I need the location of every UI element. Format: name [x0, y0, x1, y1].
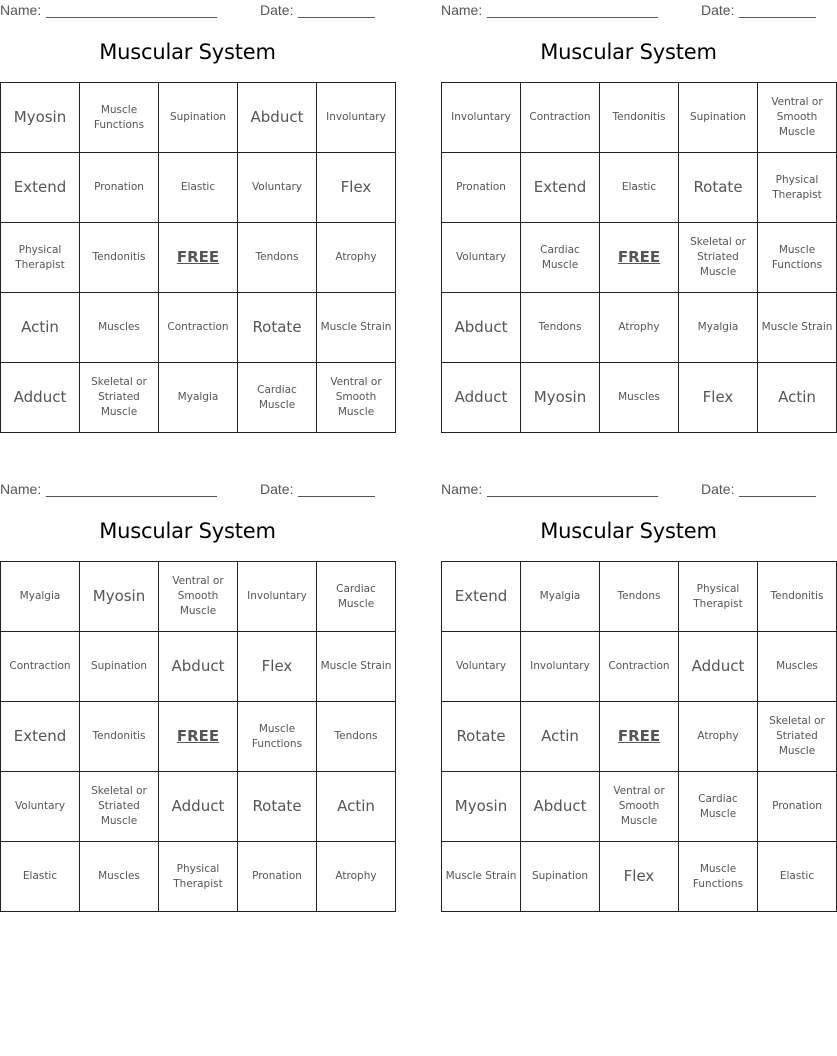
- bingo-card-2: [441, 0, 833, 435]
- bingo-grid: [0, 82, 396, 433]
- name-label: Name:: [0, 481, 42, 497]
- date-label: Date:: [701, 481, 735, 497]
- bingo-row: [442, 842, 837, 912]
- bingo-row: [1, 562, 396, 632]
- bingo-cell: Skeletal or Striated Muscle: [80, 772, 159, 842]
- bingo-cell: Actin: [1, 293, 80, 363]
- bingo-cell: Supination: [521, 842, 600, 912]
- bingo-cell: Adduct: [442, 363, 521, 433]
- bingo-grid: [441, 561, 837, 912]
- bingo-cell: Muscles: [600, 363, 679, 433]
- bingo-row: [442, 153, 837, 223]
- bingo-cell: Muscle Strain: [442, 842, 521, 912]
- bingo-cell: Atrophy: [600, 293, 679, 363]
- bingo-cell: Adduct: [159, 772, 238, 842]
- bingo-row: [1, 842, 396, 912]
- bingo-cell: Muscles: [758, 632, 837, 702]
- bingo-row: [1, 772, 396, 842]
- bingo-row: [1, 153, 396, 223]
- card-title: Muscular System: [540, 40, 717, 64]
- card-title: Muscular System: [540, 519, 717, 543]
- bingo-cell: Tendons: [521, 293, 600, 363]
- bingo-cell: Muscles: [80, 842, 159, 912]
- bingo-cell: Voluntary: [442, 223, 521, 293]
- bingo-cell: Involuntary: [521, 632, 600, 702]
- bingo-cell: Abduct: [521, 772, 600, 842]
- bingo-cell: Abduct: [238, 83, 317, 153]
- name-date-header: [0, 2, 375, 20]
- bingo-cell: Tendonitis: [80, 223, 159, 293]
- bingo-cell: Physical Therapist: [1, 223, 80, 293]
- name-label: Name:: [0, 2, 42, 18]
- bingo-grid: [441, 82, 837, 433]
- bingo-cell: Tendonitis: [80, 702, 159, 772]
- bingo-row: [1, 363, 396, 433]
- bingo-cell: Rotate: [442, 702, 521, 772]
- bingo-row: [442, 562, 837, 632]
- bingo-cell: Atrophy: [317, 223, 396, 293]
- bingo-cell: Tendons: [238, 223, 317, 293]
- bingo-cell: Myalgia: [521, 562, 600, 632]
- bingo-cell: Muscle Strain: [317, 632, 396, 702]
- date-label: Date:: [260, 2, 294, 18]
- date-blank-line: [739, 17, 816, 18]
- bingo-cell: Myalgia: [159, 363, 238, 433]
- bingo-cell: Myosin: [1, 83, 80, 153]
- bingo-cell: Tendonitis: [758, 562, 837, 632]
- bingo-cell: Rotate: [238, 772, 317, 842]
- bingo-cell: Myosin: [442, 772, 521, 842]
- bingo-cell: Actin: [758, 363, 837, 433]
- bingo-cell: Skeletal or Striated Muscle: [80, 363, 159, 433]
- bingo-row: [1, 632, 396, 702]
- bingo-cell: Flex: [238, 632, 317, 702]
- date-blank-line: [739, 496, 816, 497]
- free-space-cell: FREE: [159, 702, 238, 772]
- name-blank-line: [46, 17, 217, 18]
- bingo-row: [442, 83, 837, 153]
- bingo-cell: Supination: [679, 83, 758, 153]
- card-title: Muscular System: [99, 40, 276, 64]
- bingo-cell: Voluntary: [442, 632, 521, 702]
- name-label: Name:: [441, 481, 483, 497]
- bingo-cell: Flex: [600, 842, 679, 912]
- bingo-cell: Adduct: [679, 632, 758, 702]
- bingo-grid: [0, 561, 396, 912]
- bingo-cell: Muscle Functions: [679, 842, 758, 912]
- bingo-row: [442, 632, 837, 702]
- bingo-cell: Myosin: [80, 562, 159, 632]
- bingo-cell: Contraction: [1, 632, 80, 702]
- bingo-row: [442, 772, 837, 842]
- bingo-cell: Extend: [1, 153, 80, 223]
- bingo-cell: Pronation: [80, 153, 159, 223]
- bingo-row: [1, 293, 396, 363]
- bingo-cell: Extend: [442, 562, 521, 632]
- name-date-header: [441, 2, 816, 20]
- name-blank-line: [487, 496, 658, 497]
- name-blank-line: [487, 17, 658, 18]
- bingo-cell: Atrophy: [317, 842, 396, 912]
- bingo-cell: Abduct: [442, 293, 521, 363]
- bingo-row: [1, 702, 396, 772]
- bingo-cell: Atrophy: [679, 702, 758, 772]
- bingo-cell: Cardiac Muscle: [679, 772, 758, 842]
- bingo-cell: Pronation: [238, 842, 317, 912]
- bingo-cell: Skeletal or Striated Muscle: [758, 702, 837, 772]
- bingo-cell: Muscle Functions: [80, 83, 159, 153]
- date-blank-line: [298, 496, 375, 497]
- bingo-cell: Elastic: [758, 842, 837, 912]
- bingo-cell: Rotate: [238, 293, 317, 363]
- bingo-cell: Contraction: [159, 293, 238, 363]
- bingo-cell: Tendons: [317, 702, 396, 772]
- bingo-cell: Involuntary: [317, 83, 396, 153]
- bingo-cell: Flex: [679, 363, 758, 433]
- bingo-card-4: [441, 479, 825, 914]
- bingo-cell: Muscle Functions: [758, 223, 837, 293]
- bingo-cell: Tendons: [600, 562, 679, 632]
- bingo-cell: Voluntary: [238, 153, 317, 223]
- bingo-cell: Physical Therapist: [679, 562, 758, 632]
- bingo-row: [442, 702, 837, 772]
- bingo-cell: Muscles: [80, 293, 159, 363]
- bingo-cell: Pronation: [442, 153, 521, 223]
- bingo-cell: Myosin: [521, 363, 600, 433]
- card-title: Muscular System: [99, 519, 276, 543]
- bingo-cell: Contraction: [521, 83, 600, 153]
- free-space-cell: FREE: [600, 223, 679, 293]
- bingo-cell: Physical Therapist: [758, 153, 837, 223]
- bingo-cell: Supination: [80, 632, 159, 702]
- bingo-cell: Tendonitis: [600, 83, 679, 153]
- name-date-header: [0, 481, 375, 499]
- date-label: Date:: [260, 481, 294, 497]
- bingo-cell: Elastic: [600, 153, 679, 223]
- bingo-cell: Myalgia: [1, 562, 80, 632]
- bingo-card-3: [0, 479, 392, 914]
- bingo-cell: Extend: [521, 153, 600, 223]
- bingo-cell: Muscle Strain: [317, 293, 396, 363]
- bingo-cell: Skeletal or Striated Muscle: [679, 223, 758, 293]
- bingo-cell: Cardiac Muscle: [238, 363, 317, 433]
- bingo-cell: Myalgia: [679, 293, 758, 363]
- bingo-cell: Involuntary: [238, 562, 317, 632]
- name-label: Name:: [441, 2, 483, 18]
- bingo-cell: Pronation: [758, 772, 837, 842]
- bingo-cell: Involuntary: [442, 83, 521, 153]
- bingo-cell: Ventral or Smooth Muscle: [758, 83, 837, 153]
- bingo-cell: Actin: [317, 772, 396, 842]
- bingo-cell: Extend: [1, 702, 80, 772]
- bingo-row: [442, 293, 837, 363]
- bingo-cell: Elastic: [159, 153, 238, 223]
- bingo-cell: Voluntary: [1, 772, 80, 842]
- bingo-cell: Abduct: [159, 632, 238, 702]
- bingo-cell: Actin: [521, 702, 600, 772]
- bingo-cell: Muscle Functions: [238, 702, 317, 772]
- bingo-cell: Ventral or Smooth Muscle: [317, 363, 396, 433]
- bingo-cell: Contraction: [600, 632, 679, 702]
- bingo-row: [1, 223, 396, 293]
- free-space-cell: FREE: [159, 223, 238, 293]
- date-label: Date:: [701, 2, 735, 18]
- bingo-cell: Elastic: [1, 842, 80, 912]
- bingo-cell: Adduct: [1, 363, 80, 433]
- bingo-cell: Physical Therapist: [159, 842, 238, 912]
- bingo-cell: Ventral or Smooth Muscle: [600, 772, 679, 842]
- bingo-cell: Cardiac Muscle: [317, 562, 396, 632]
- bingo-cell: Supination: [159, 83, 238, 153]
- date-blank-line: [298, 17, 375, 18]
- bingo-cell: Rotate: [679, 153, 758, 223]
- bingo-cell: Ventral or Smooth Muscle: [159, 562, 238, 632]
- bingo-cell: Muscle Strain: [758, 293, 837, 363]
- name-date-header: [441, 481, 816, 499]
- name-blank-line: [46, 496, 217, 497]
- bingo-cell: Flex: [317, 153, 396, 223]
- bingo-row: [442, 363, 837, 433]
- bingo-row: [442, 223, 837, 293]
- bingo-card-1: [0, 0, 392, 435]
- bingo-cell: Cardiac Muscle: [521, 223, 600, 293]
- bingo-row: [1, 83, 396, 153]
- free-space-cell: FREE: [600, 702, 679, 772]
